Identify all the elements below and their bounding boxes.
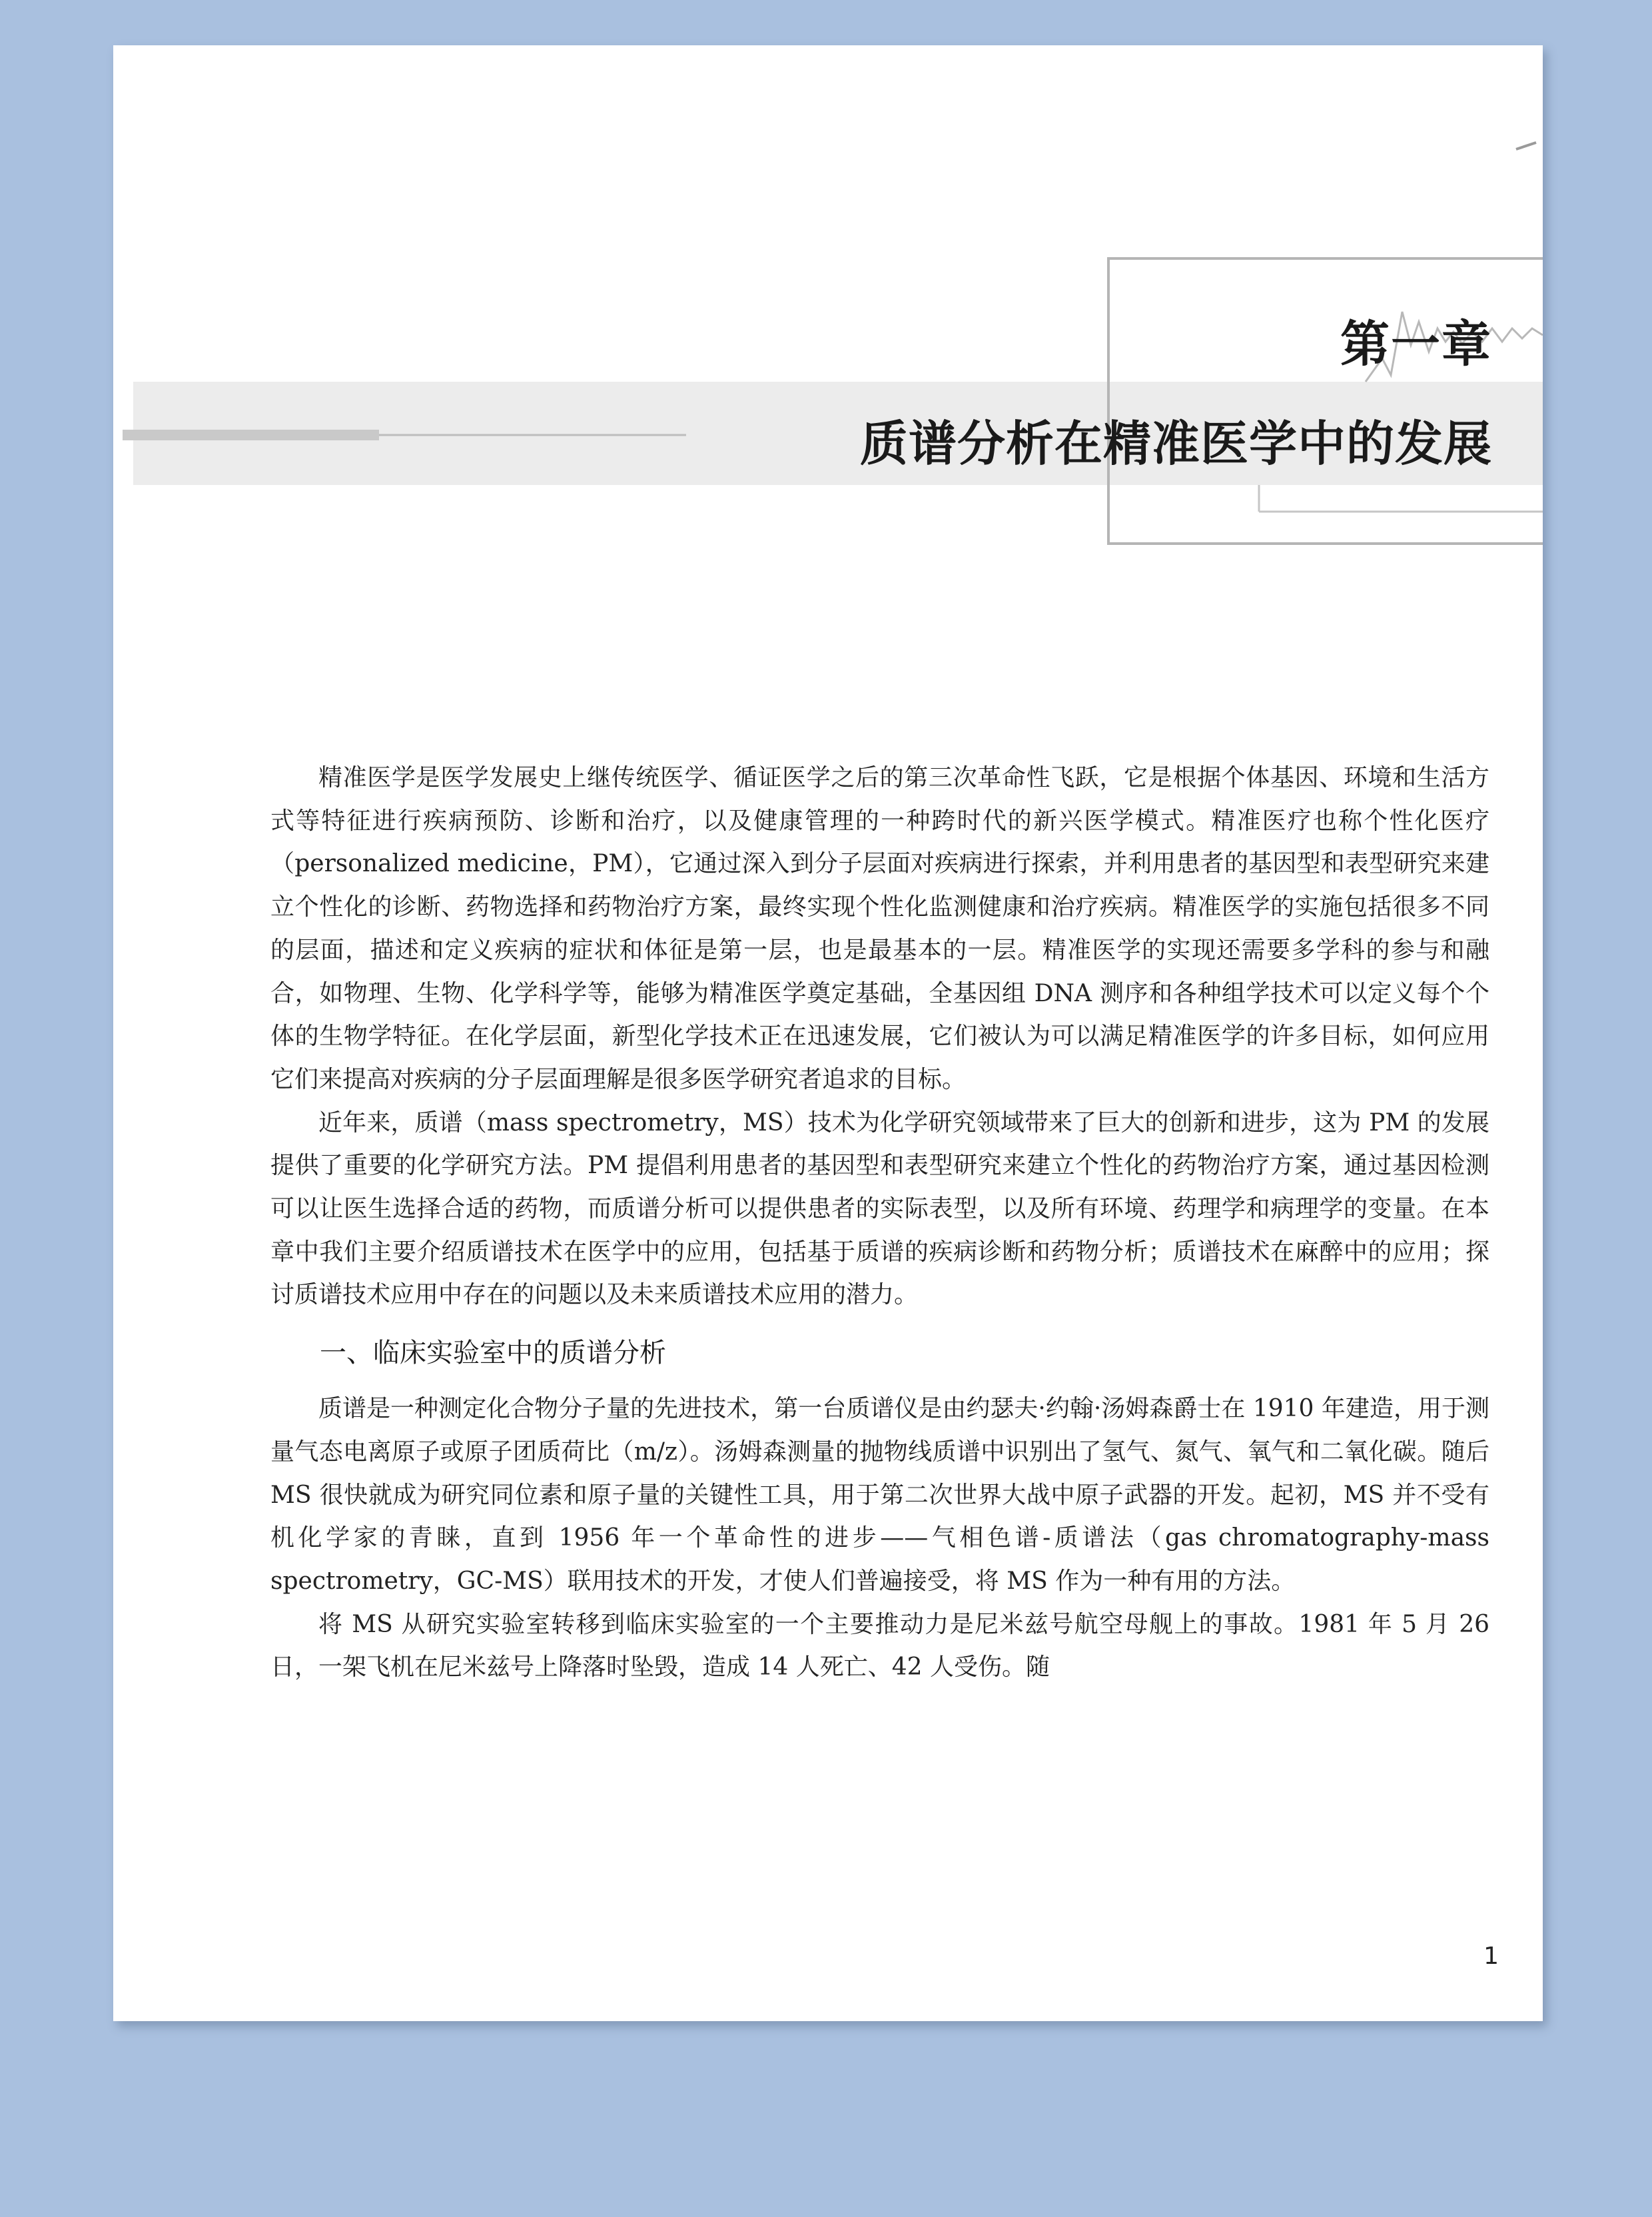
- paragraph: 将 MS 从研究实验室转移到临床实验室的一个主要推动力是尼米兹号航空母舰上的事故。1981 年 5 月 26 日，一架飞机在尼米兹号上降落时坠毁，造成 14 人死亡、42 人受伤。随: [270, 1610, 1489, 1681]
- body-text: [270, 757, 1489, 1689]
- section-heading: 一、临床实验室中的质谱分析: [320, 1338, 666, 1369]
- left-accent-bar: [123, 430, 379, 440]
- chapter-label: 第一章: [1340, 316, 1492, 373]
- page-number: 1: [1483, 1943, 1499, 1970]
- book-page: [113, 45, 1543, 2021]
- paragraph: 质谱是一种测定化合物分子量的先进技术，第一台质谱仪是由约瑟夫·约翰·汤姆森爵士在 1910 年建造，用于测量气态电离原子或原子团质荷比（m/z）。汤姆森测量的抛物线质谱中识别出了氢气、氮气、氧气和二氧化碳。随后 MS 很快就成为研究同位素和原子量的关键性工具，用于第二次世界大战中原子武器的开发。起初，MS 并不受有机化学家的青睐，直到 1956 年一个革命性的进步——气相色谱-质谱法（gas chromatography-mass spectrometry，GC-MS）联用技术的开发，才使人们普遍接受，将 MS 作为一种有用的方法。: [270, 1395, 1489, 1595]
- chapter-title: 质谱分析在精准医学中的发展: [859, 416, 1492, 472]
- corner-tick: [1516, 143, 1536, 149]
- paragraph: 精准医学是医学发展史上继传统医学、循证医学之后的第三次革命性飞跃，它是根据个体基因、环境和生活方式等特征进行疾病预防、诊断和治疗，以及健康管理的一种跨时代的新兴医学模式。精准医疗也称个性化医疗（personalized medicine，PM），它通过深入到分子层面对疾病进行探索，并利用患者的基因型和表型研究来建立个性化的诊断、药物选择和药物治疗方案，最终实现个性化监测健康和治疗疾病。精准医学的实施包括很多不同的层面，描述和定义疾病的症状和体征是第一层，也是最基本的一层。精准医学的实现还需要多学科的参与和融合，如物理、生物、化学科学等，能够为精准医学奠定基础，全基因组 DNA 测序和各种组学技术可以定义每个个体的生物学特征。在化学层面，新型化学技术正在迅速发展，它们被认为可以满足精准医学的许多目标，如何应用它们来提高对疾病的分子层面理解是很多医学研究者追求的目标。: [270, 764, 1489, 1093]
- paragraph: 近年来，质谱（mass spectrometry，MS）技术为化学研究领域带来了巨大的创新和进步，这为 PM 的发展提供了重要的化学研究方法。PM 提倡利用患者的基因型和表型研究来建立个性化的药物治疗方案，通过基因检测可以让医生选择合适的药物，而质谱分析可以提供患者的实际表型，以及所有环境、药理学和病理学的变量。在本章中我们主要介绍质谱技术在医学中的应用，包括基于质谱的疾病诊断和药物分析；质谱技术在麻醉中的应用；探讨质谱技术应用中存在的问题以及未来质谱技术应用的潜力。: [270, 1108, 1489, 1309]
